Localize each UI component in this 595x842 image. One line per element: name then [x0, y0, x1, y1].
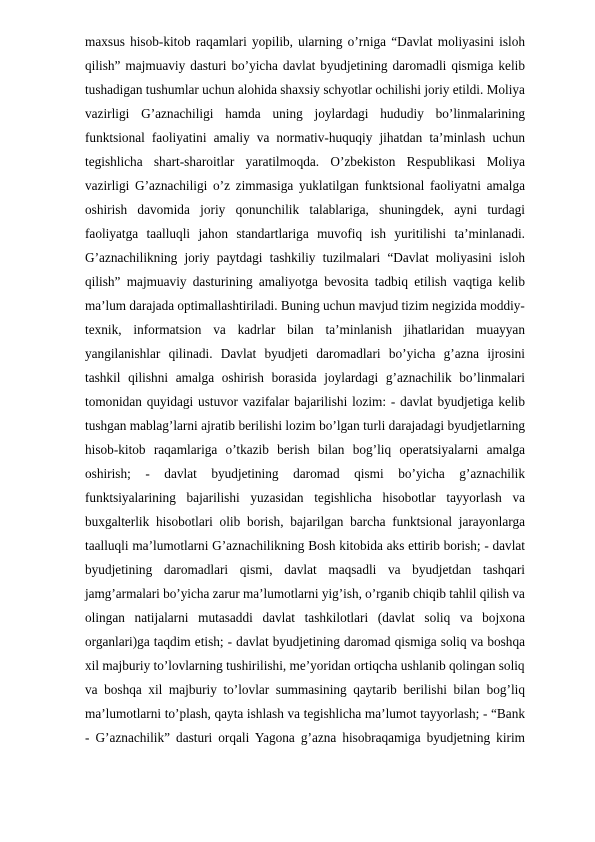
- text-line: oshirish davomida joriy qonunchilik talablariga, shuningdek, ayni turdagi: [85, 202, 525, 217]
- text-line: funktsiyalarining bajarilishi yuzasidan tegishlicha hisobotlar tayyorlash va: [85, 490, 525, 505]
- text-line: vazirligi G’aznachiligi hamda uning joylardagi hududiy bo’linmalarining: [85, 106, 525, 121]
- text-line: - G’aznachilik” dasturi orqali Yagona g’azna hisobraqamiga byudjetning kirim: [85, 730, 525, 745]
- text-line: xil majburiy to’lovlarning tushirilishi, me’yoridan ortiqcha ushlanib qolingan soliq: [85, 658, 525, 673]
- text-line: qilish” majmuaviy dasturi bo’yicha davlat byudjetining daromadli qismiga kelib: [85, 58, 525, 73]
- text-line: byudjetining daromadlari qismi, davlat maqsadli va byudjetdan tashqari: [85, 562, 525, 577]
- text-line: vazirligi G’aznachiligi o’z zimmasiga yuklatilgan funktsional faoliyatni amalga: [85, 178, 525, 193]
- text-line: faoliyatga taalluqli jahon standartlariga muvofiq ish yuritilishi ta’minlanadi.: [85, 226, 525, 241]
- text-line: tushgan mablag’larni ajratib berilishi lozim bo’lgan turli darajadagi byudjetlarning: [85, 418, 525, 433]
- text-line: oshirish; - davlat byudjetining daromad qismi bo’yicha g’aznachilik: [85, 466, 525, 481]
- text-line: hisob-kitob raqamlariga o’tkazib berish bilan bog’liq operatsiyalarni amalga: [85, 442, 525, 457]
- text-line: texnik, informatsion va kadrlar bilan ta’minlanish jihatlaridan muayyan: [85, 322, 525, 337]
- text-line: olingan natijalarni mutasaddi davlat tashkilotlari (davlat soliq va bojxona: [85, 610, 525, 625]
- text-line: funktsional faoliyatini amaliy va normativ-huquqiy jihatdan ta’minlash uchun: [85, 130, 525, 145]
- text-line: tegishlicha shart-sharoitlar yaratilmoqda. O’zbekiston Respublikasi Moliya: [85, 154, 525, 169]
- text-line: organlari)ga taqdim etish; - davlat byudjetining daromad qismiga soliq va boshqa: [85, 634, 525, 649]
- text-line: tashkil qilishni amalga oshirish borasida joylardagi g’aznachilik bo’linmalari: [85, 370, 525, 385]
- text-line: jamg’armalari bo’yicha zarur ma’lumotlarni yig’ish, o’rganib chiqib tahlil qilish va: [85, 586, 525, 601]
- text-line: taalluqli ma’lumotlarni G’aznachilikning Bosh kitobida aks ettirib borish; - davlat: [85, 538, 525, 553]
- text-line: maxsus hisob-kitob raqamlari yopilib, ularning o’rniga “Davlat moliyasini isloh: [85, 34, 525, 49]
- text-line: tomonidan quyidagi ustuvor vazifalar bajarilishi lozim: - davlat byudjetiga kelib: [85, 394, 525, 409]
- text-line: buxgalterlik hisobotlari olib borish, bajarilgan barcha funktsional jarayonlarga: [85, 514, 525, 529]
- text-line: ma’lumotlarni to’plash, qayta ishlash va tegishlicha ma’lumot tayyorlash; - “Bank: [85, 706, 525, 721]
- text-line: ma’lum darajada optimallashtiriladi. Buning uchun mavjud tizim negizida moddiy-: [85, 298, 525, 313]
- text-line: tushadigan tushumlar uchun alohida shaxsiy schyotlar ochilishi joriy etildi. Moliya: [85, 82, 525, 97]
- text-line: qilish” majmuaviy dasturining amaliyotga bevosita tadbiq etilish vaqtiga kelib: [85, 274, 525, 289]
- body-text: [85, 30, 525, 750]
- text-line: yangilanishlar qilinadi. Davlat byudjeti daromadlari bo’yicha g’azna ijrosini: [85, 346, 525, 361]
- text-line: G’aznachilikning joriy paytdagi tashkiliy tuzilmalari “Davlat moliyasini isloh: [85, 250, 525, 265]
- text-line: va boshqa xil majburiy to’lovlar summasining qaytarib berilishi bilan bog’liq: [85, 682, 525, 697]
